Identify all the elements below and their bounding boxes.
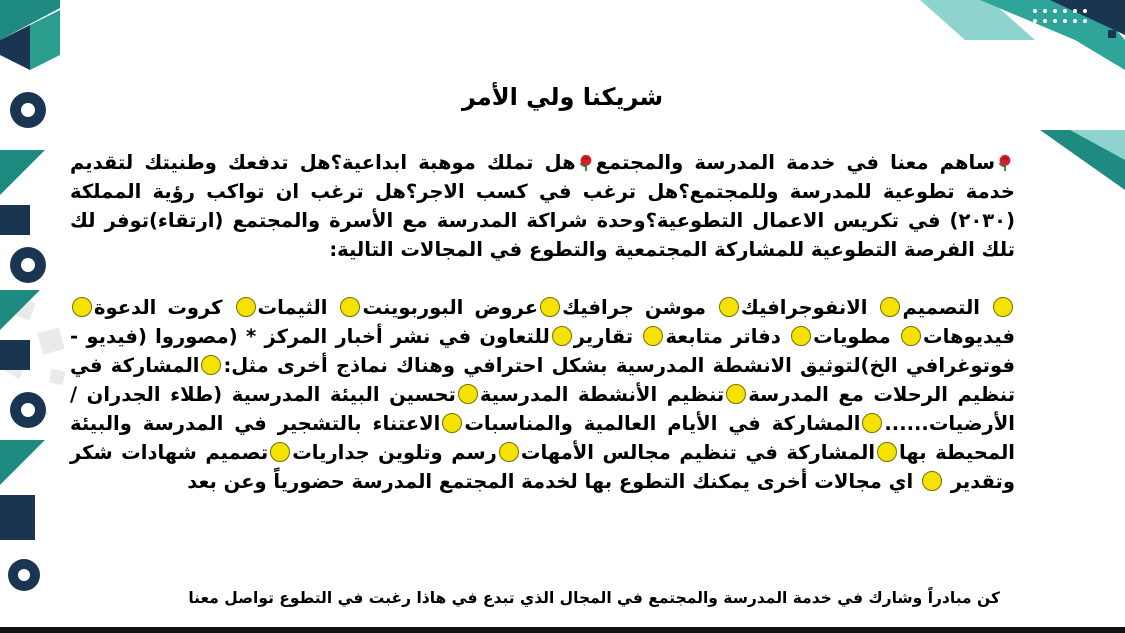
field-item: للتعاون في نشر أخبار المركز * (مصوروا (فيديو - فوتوغرافي الخ)لتوثيق الانشطة المدرسية بشكل احترافي وهناك نماذج أخرى مثل: — [70, 325, 1015, 377]
bullet-icon — [552, 326, 572, 346]
bullet-icon — [458, 384, 478, 404]
intro-paragraph — [70, 148, 1015, 264]
bottom-bar — [0, 627, 1125, 633]
bullet-icon — [499, 442, 519, 462]
closing-line: كن مبادراً وشارك في خدمة المدرسة والمجتمع في المجال الذي تبدع في هاذا رغبت في التطوع تواصل معنا — [188, 589, 1000, 607]
field-item: مطويات — [813, 325, 891, 348]
field-item: تنظيم الأنشطة المدرسية — [479, 383, 725, 406]
rose-icon — [577, 154, 595, 172]
field-item: فيديوهات — [923, 325, 1016, 348]
intro-line-1: ساهم معنا في خدمة المدرسة والمجتمع — [595, 151, 995, 174]
slide-body — [70, 148, 1015, 496]
field-item: موشن جرافيك — [562, 296, 706, 319]
bullet-icon — [643, 326, 663, 346]
bullet-icon — [201, 355, 221, 375]
bullet-icon — [726, 384, 746, 404]
field-item: اي مجالات أخرى يمكنك التطوع بها لخدمة المجتمع المدرسة حضورياً وعن بعد — [187, 470, 914, 493]
field-item: عروض البوربوينت — [362, 296, 539, 319]
bullet-icon — [880, 297, 900, 317]
bullet-icon — [340, 297, 360, 317]
slide-title: شريكنا ولي الأمر — [461, 83, 664, 111]
field-item: الانفوجرافيك — [740, 296, 868, 319]
field-item: المشاركة في الأيام العالمية والمناسبات — [464, 412, 861, 435]
field-item: تحسين البيئة المدرسية (طلاء الجدران / الأرضيات...... — [70, 383, 1015, 435]
rose-icon — [996, 154, 1014, 172]
bullet-icon — [877, 442, 897, 462]
field-item: كروت الدعوة — [94, 296, 223, 319]
field-item: المشاركة في تنظيم الرحلات مع المدرسة — [70, 354, 1016, 406]
bullet-icon — [922, 471, 942, 491]
field-item: تقارير — [573, 325, 634, 348]
field-item: دفاتر متابعة — [665, 325, 781, 348]
bullet-icon — [270, 442, 290, 462]
field-item: تصميم شهادات شكر وتقدير — [70, 441, 1015, 493]
field-item: الاعتناء بالتشجير في المدرسة والبيئة المحيطة بها — [70, 412, 1015, 464]
field-item: التصميم — [902, 296, 980, 319]
bullet-icon — [862, 413, 882, 433]
bullet-icon — [540, 297, 560, 317]
field-item: رسم وتلوين جداريات — [292, 441, 497, 464]
bullet-icon — [719, 297, 739, 317]
bullet-icon — [72, 297, 92, 317]
bullet-icon — [791, 326, 811, 346]
fields-paragraph — [70, 293, 1015, 496]
bullet-icon — [993, 297, 1013, 317]
bullet-icon — [236, 297, 256, 317]
bullet-icon — [442, 413, 462, 433]
field-item: المشاركة في تنظيم مجالس الأمهات — [520, 441, 876, 464]
bullet-icon — [901, 326, 921, 346]
intro-line-2: هل تملك موهبة ابداعية؟هل تدفعك وطنيتك لتقديم خدمة تطوعية للمدرسة وللمجتمع؟هل ترغب في كسب الاجر؟هل ترغب ان تواكب رؤية المملكة (٢٠٣٠) في تكريس الاعمال التطوعية؟وحدة شراكة المدرسة مع الأسرة والمجتمع (ارتقاء)توفر لك تلك الفرصة التطوعية للمشاركة المجتمعية والتطوع في المجالات التالية: — [70, 151, 1015, 261]
field-item: الثيمات — [257, 296, 328, 319]
